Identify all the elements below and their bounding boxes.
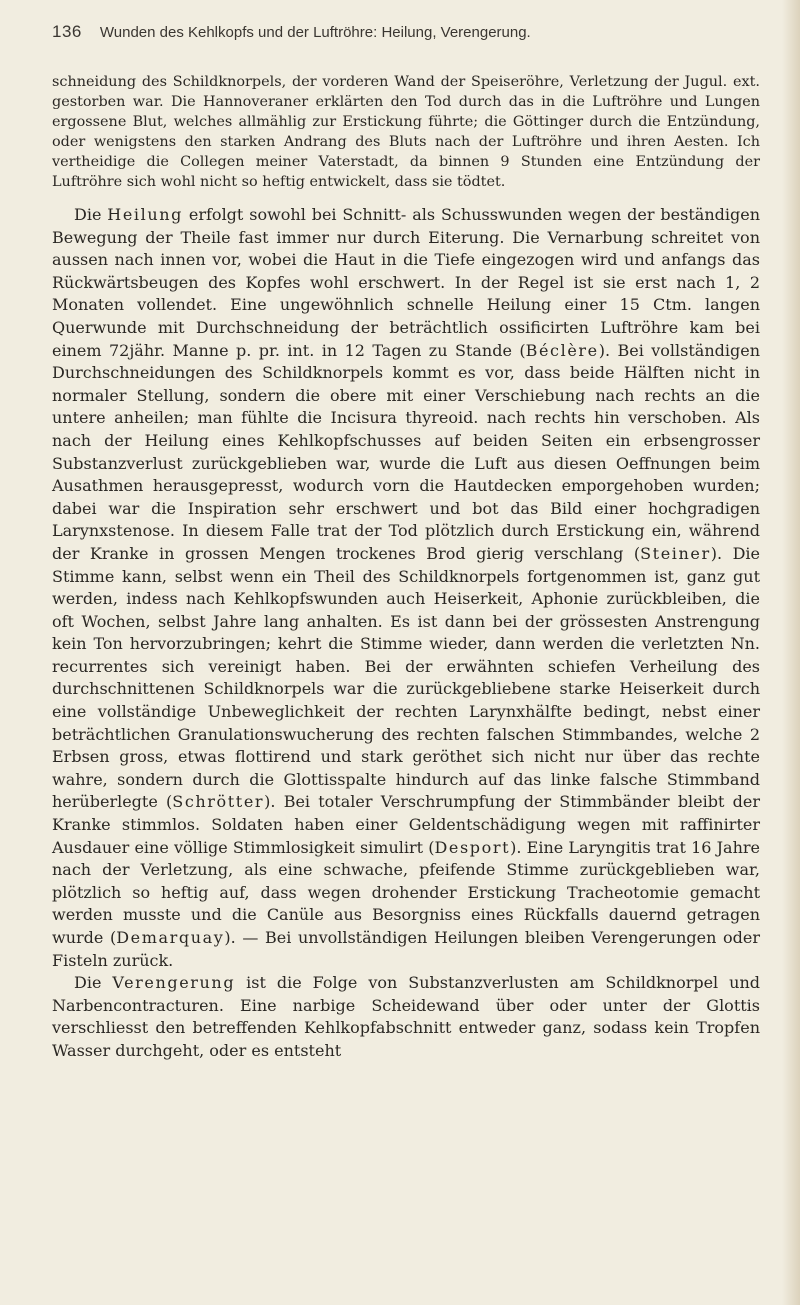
- author-name: Steiner: [640, 543, 711, 563]
- author-name: Desport: [434, 837, 511, 857]
- text-run: erfolgt sowohl bei Schnitt- als Schusswunden wegen der beständigen Bewegung der Theile fast immer nur durch Eiterung. Die Vernarbung schreitet von aussen nach innen vor, wobei die Haut in die Tiefe eingezogen wird und anfangs das Rückwärtsbeugen des Kopfes wohl erschwert. In der Regel ist sie erst nach 1, 2 Monaten vollendet. Eine ungewöhnlich schnelle Heilung einer 15 Ctm. langen Querwunde mit Durchschneidung der beträchtlich ossificirten Luftröhre kam bei einem 72jähr. Manne p. pr. int. in 12 Tagen zu Stande (: [52, 205, 760, 360]
- text-run: ist die Folge von Substanzverlusten am Schildknorpel und Narbencontracturen. Eine narbige Scheidewand über oder unter der Glottis verschliesst den betreffenden Kehlkopfabschnitt entweder ganz, sodass kein Tropfen Wasser durchgeht, oder es entsteht: [52, 973, 760, 1060]
- running-head: [52, 22, 760, 46]
- emphasis-term: Heilung: [107, 205, 184, 224]
- text-run: ). Bei totaler Verschrumpfung der Stimmbänder bleibt der Kranke stimmlos. Soldaten haben einer Geldentschädigung wegen mit raffinirter Ausdauer eine völlige Stimmlosigkeit simulirt (: [52, 792, 760, 857]
- running-title: Wunden des Kehlkopfs und der Luftröhre: Heilung, Verengerung.: [99, 24, 531, 41]
- emphasis-term: Verengerung: [112, 973, 236, 993]
- paragraph-verengerung: [52, 972, 760, 1062]
- text-run: Die: [74, 973, 113, 993]
- author-name: Schrötter: [172, 792, 265, 812]
- text-run: ). Eine Laryngitis trat 16 Jahre nach der Verletzung, als eine schwache, pfeifende Stimme zurückgeblieben war, plötzlich so heftig auf, dass wegen drohender Erstickung Tracheotomie gemacht werden musste und die Canüle aus Besorgniss eines Rückfalls dauernd getragen wurde (: [52, 837, 760, 947]
- author-name: Demarquay: [116, 928, 225, 947]
- text-run: ). Bei vollständigen Durchschneidungen des Schildknorpels kommt es vor, dass beide Hälften nicht in normaler Stellung, sondern die obere mit einer Verschiebung nach rechts an die untere anheilen; man fühlte die Incisura thyreoid. nach rechts hin verschoben. Als nach der Heilung eines Kehlkopfschusses auf beiden Seiten ein erbsengrosser Substanzverlust zurückgeblieben war, wurde die Luft aus diesen Oeffnungen beim Ausathmen herausgepresst, wodurch vorn die Hautdecken emporgehoben wurden; dabei war die Inspiration sehr erschwert und bot das Bild einer hochgradigen Larynxstenose. In diesem Falle trat der Tod plötzlich durch Erstickung ein, während der Kranke in grossen Mengen trockenes Brod gierig verschlang (: [52, 340, 761, 563]
- text-run: ). — Bei unvollständigen Heilungen bleiben Verengerungen oder Fisteln zurück.: [52, 928, 761, 970]
- paragraph-heilung: [52, 204, 760, 972]
- page-edge-shadow: [782, 0, 800, 1305]
- text-run: Die: [74, 205, 108, 224]
- paragraph-continuation: schneidung des Schildknorpels, der vorderen Wand der Speiseröhre, Verletzung der Jugul. ext. gestorben war. Die Hannoveraner erklärten den Tod durch das in die Luftröhre und Lungen ergossene Blut, welches allmählig zur Erstickung führte; die Göttinger durch die Entzündung, oder wenigstens den starken Andrang des Bluts nach der Luftröhre und ihren Aesten. Ich vertheidige die Collegen meiner Vaterstadt, da binnen 9 Stunden eine Entzündung der Luftröhre sich wohl nicht so heftig entwickelt, dass sie tödtet.: [52, 74, 760, 190]
- page-number: 136: [52, 22, 82, 41]
- author-name: Béclère: [525, 340, 599, 360]
- text-run: ). Die Stimme kann, selbst wenn ein Theil des Schildknorpels fortgenommen ist, ganz gut werden, indess nach Kehlkopfswunden auch Heiserkeit, Aphonie zurückbleiben, die oft Wochen, selbst Jahre lang anhalten. Es ist dann bei der grössesten Anstrengung kein Ton hervorzubringen; kehrt die Stimme wieder, dann werden die verletzten Nn. recurrentes sich vereinigt haben. Bei der erwähnten schiefen Verheilung des durchschnittenen Schildknorpels war die zurückgebliebene starke Heiserkeit durch eine vollständige Unbeweglichkeit der rechten Larynxhälfte bedingt, nebst einer beträchtlichen Granulationswucherung des rechten falschen Stimmbandes, welche 2 Erbsen gross, etwas flottirend und stark geröthet sich nicht nur über das rechte wahre, sondern durch die Glottisspalte hindurch auf das linke falsche Stimmband herüberlegte (: [52, 543, 760, 812]
